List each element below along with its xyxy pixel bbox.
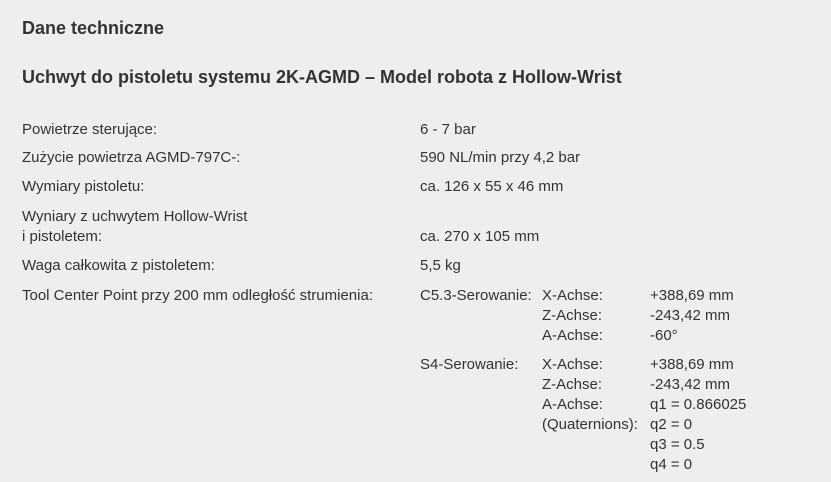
tcp-s4-q2: q2 = 0 [650, 416, 693, 433]
spec-value-total-weight: 5,5 kg [420, 257, 461, 274]
tcp-c53-z-label: Z-Achse: [542, 307, 603, 324]
spec-label-gun-dimensions: Wymiary pistoletu: [22, 178, 145, 195]
tcp-s4-q4: q4 = 0 [650, 456, 693, 473]
spec-value-holder-dimensions: ca. 270 x 105 mm [420, 228, 540, 245]
tcp-s4-quaternions-note: (Quaternions): [542, 416, 638, 433]
spec-label-control-air: Powietrze sterujące: [22, 121, 158, 138]
section-title: Dane techniczne [22, 18, 165, 38]
tcp-s4-q1: q1 = 0.866025 [650, 396, 747, 413]
spec-value-control-air: 6 - 7 bar [420, 121, 476, 138]
spec-label-total-weight: Waga całkowita z pistoletem: [22, 257, 215, 274]
tcp-c53-a-value: -60° [650, 327, 678, 344]
tcp-c53-z-value: -243,42 mm [650, 307, 731, 324]
spec-value-gun-dimensions: ca. 126 x 55 x 46 mm [420, 178, 564, 195]
tcp-c53-x-label: X-Achse: [542, 287, 603, 304]
tcp-s4-name: S4-Serowanie: [420, 356, 519, 373]
spec-label-holder-dimensions-line1: Wyniary z uchwytem Hollow-Wrist [22, 208, 248, 225]
tcp-c53-a-label: A-Achse: [542, 327, 603, 344]
tcp-s4-q3: q3 = 0.5 [650, 436, 705, 453]
tcp-s4-z-value: -243,42 mm [650, 376, 731, 393]
tcp-c53-x-value: +388,69 mm [650, 287, 734, 304]
tcp-s4-a-label: A-Achse: [542, 396, 603, 413]
spec-label-tool-center-point: Tool Center Point przy 200 mm odległość strumienia: [22, 287, 373, 304]
spec-value-air-consumption: 590 NL/min przy 4,2 bar [420, 149, 581, 166]
tcp-c53-name: C5.3-Serowanie: [420, 287, 532, 304]
tcp-s4-x-value: +388,69 mm [650, 356, 734, 373]
tcp-s4-z-label: Z-Achse: [542, 376, 603, 393]
spec-label-holder-dimensions-line2: i pistoletem: [22, 228, 103, 245]
spec-label-air-consumption: Zużycie powietrza AGMD-797C-: [22, 149, 241, 166]
tcp-s4-x-label: X-Achse: [542, 356, 603, 373]
product-subtitle: Uchwyt do pistoletu systemu 2K-AGMD – Model robota z Hollow-Wrist [22, 67, 622, 87]
